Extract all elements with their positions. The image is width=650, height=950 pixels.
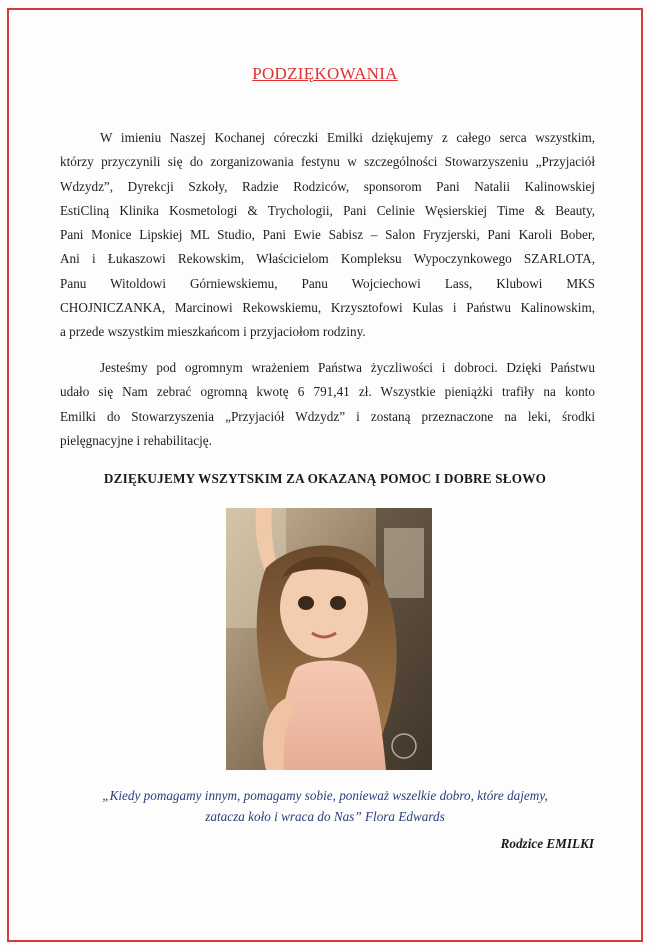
signature: Rodzice EMILKI xyxy=(500,836,594,851)
paragraph-line: Emilki do Stowarzyszenia „Przyjaciół Wdzydz” i zostaną przeznaczone na leki, środki xyxy=(60,408,595,424)
paragraph-line: W imieniu Naszej Kochanej córeczki Emilki dziękujemy z całego serca wszystkim, xyxy=(100,130,595,145)
donation-paragraph xyxy=(60,356,595,453)
quote-line: „Kiedy pomagamy innym, pomagamy sobie, ponieważ wszelkie dobro, które dajemy, xyxy=(102,788,548,803)
paragraph-line: Pani Monice Lipskiej ML Studio, Pani Ewie Sabisz – Salon Fryzjerski, Pani Karoli Bober, xyxy=(60,227,595,243)
paragraph-line: Panu Witoldowi Górniewskiemu, Panu Wojciechowi Lass, Klubowi MKS xyxy=(60,275,595,291)
thanks-paragraph xyxy=(60,126,595,345)
paragraph-line: którzy przyczynili się do zorganizowania festynu w szczególności Stowarzyszeniu „Przyjaciół xyxy=(60,154,595,170)
thanks-heading: DZIĘKUJEMY WSZYTSKIM ZA OKAZANĄ POMOC I DOBRE SŁOWO xyxy=(103,471,547,486)
paragraph-line: Wdzydz”, Dyrekcji Szkoły, Radzie Rodziców, sponsorom Pani Natalii Kalinowskiej xyxy=(60,178,595,194)
paragraph-line: CHOJNICZANKA, Marcinowi Rekowskiemu, Krzysztofowi Kulas i Państwu Kalinowskim, xyxy=(60,300,595,316)
quote xyxy=(0,785,650,827)
letter-title: PODZIĘKOWANIA xyxy=(252,64,398,83)
child-photo xyxy=(226,508,432,770)
paragraph-line: Jesteśmy pod ogromnym wrażeniem Państwa życzliwości i dobroci. Dzięki Państwu xyxy=(100,360,595,375)
paragraph-line: pielęgnacyjne i rehabilitację. xyxy=(60,432,212,448)
paragraph-line: EstiCliną Klinika Kosmetologi & Trychologii, Pani Celinie Węsierskiej Time & Beauty, xyxy=(60,202,595,218)
quote-line: zatacza koło i wraca do Nas” Flora Edwards xyxy=(205,809,445,824)
paragraph-line: a przede wszystkim mieszkańcom i przyjaciołom rodziny. xyxy=(60,324,366,340)
paragraph-line: udało się Nam zebrać ogromną kwotę 6 791,41 zł. Wszystkie pieniążki trafiły na konto xyxy=(60,384,595,400)
paragraph-line: Ani i Łukaszowi Rekowskim, Właścicielom Kompleksu Wypoczynkowego SZARLOTA, xyxy=(60,251,595,267)
